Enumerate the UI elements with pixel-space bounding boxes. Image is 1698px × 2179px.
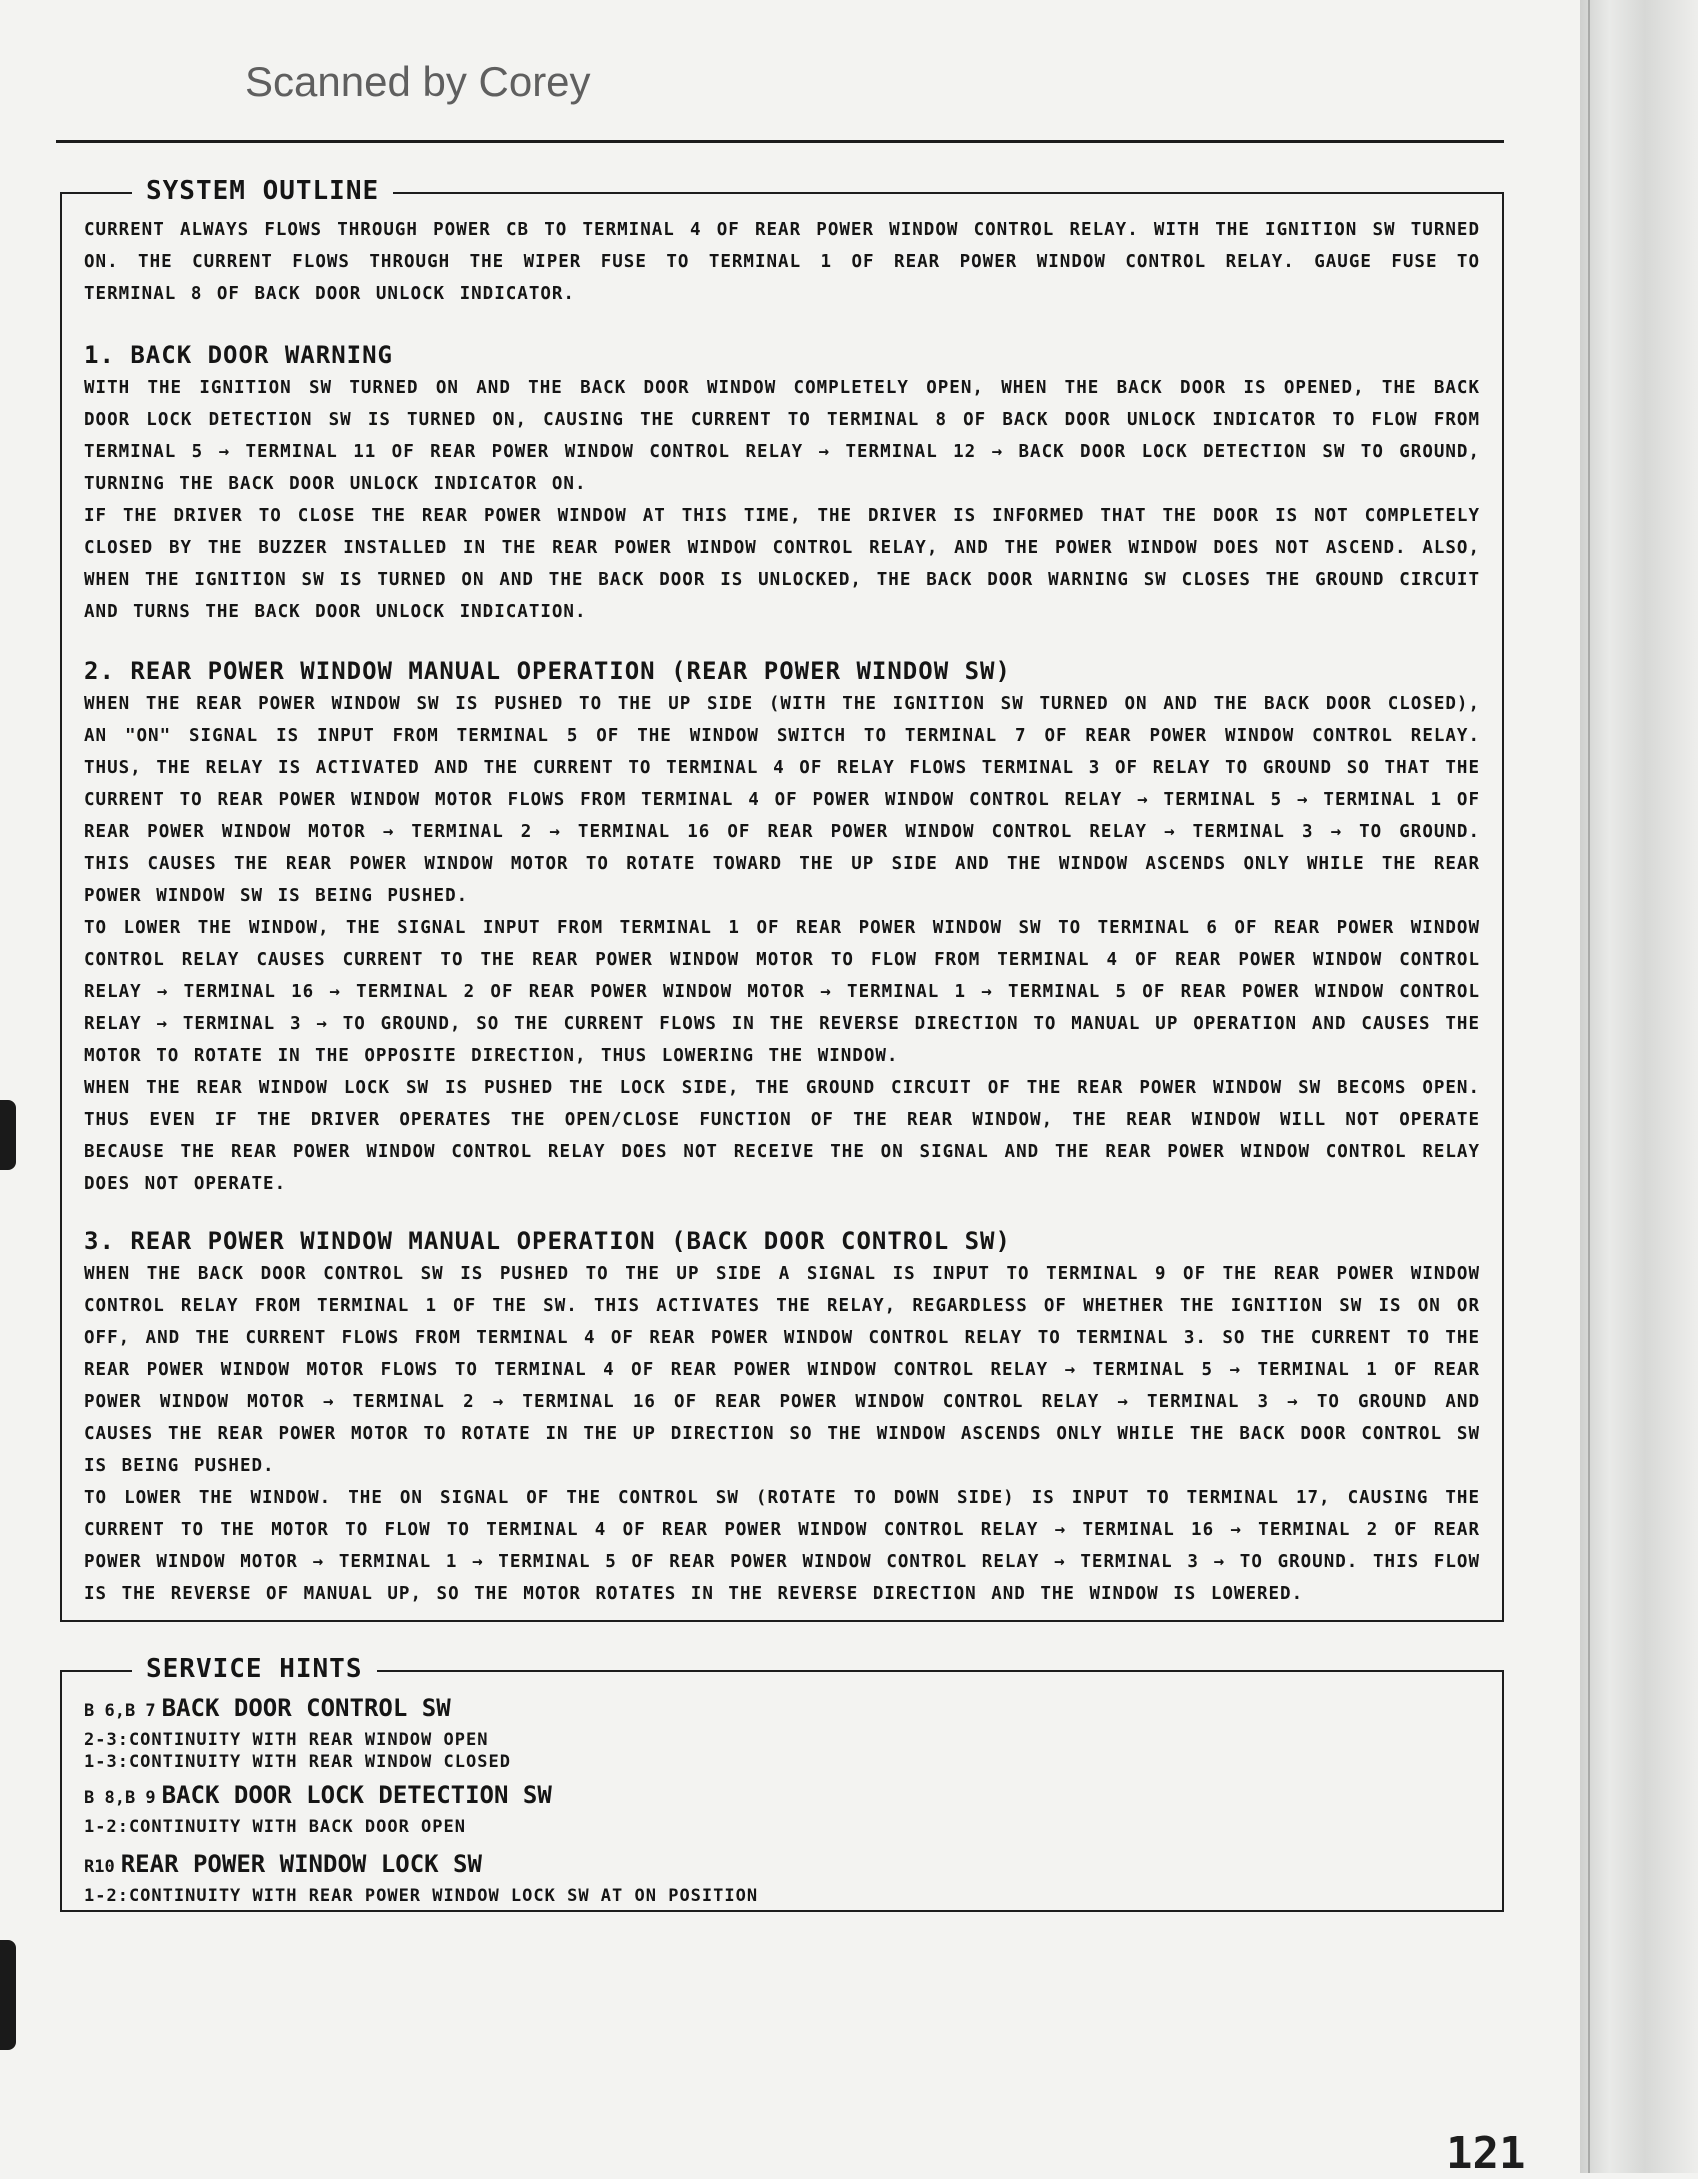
service-hints-title: SERVICE HINTS <box>132 1654 377 1684</box>
section-title: 2. REAR POWER WINDOW MANUAL OPERATION (REAR POWER WINDOW SW) <box>84 657 1011 685</box>
scanner-credit: Scanned by Corey <box>245 58 591 105</box>
section-paragraph: WHEN THE BACK DOOR CONTROL SW IS PUSHED TO THE UP SIDE A SIGNAL IS INPUT TO TERMINAL 9 OF THE REAR POWER WINDOW CONTROL RELAY FROM TERMINAL 1 OF THE SW. THIS ACTIVATES THE RELAY, REGARDLESS OF WHETHER THE IGNITION SW IS ON OR OFF, AND THE CURRENT FLOWS FROM TERMINAL 4 OF REAR POWER WINDOW CONTROL RELAY TO TERMINAL 3. SO THE CURRENT TO THE REAR POWER WINDOW MOTOR FLOWS TO TERMINAL 4 OF REAR POWER WINDOW CONTROL RELAY → TERMINAL 5 → TERMINAL 1 OF REAR POWER WINDOW MOTOR → TERMINAL 2 → TERMINAL 16 OF REAR POWER WINDOW CONTROL RELAY → TERMINAL 3 → TO GROUND AND CAUSES THE REAR POWER MOTOR TO ROTATE IN THE UP DIRECTION SO THE WINDOW ASCENDS ONLY WHILE THE BACK DOOR CONTROL SW IS BEING PUSHED. <box>84 1264 1480 1476</box>
hint-heading <box>84 1777 1480 1816</box>
section-paragraph: WITH THE IGNITION SW TURNED ON AND THE BACK DOOR WINDOW COMPLETELY OPEN, WHEN THE BACK DOOR IS OPENED, THE BACK DOOR LOCK DETECTION SW IS TURNED ON, CAUSING THE CURRENT TO TERMINAL 8 OF BACK DOOR UNLOCK INDICATOR TO FLOW FROM TERMINAL 5 → TERMINAL 11 OF REAR POWER WINDOW CONTROL RELAY → TERMINAL 12 → BACK DOOR LOCK DETECTION SW TO GROUND, TURNING THE BACK DOOR UNLOCK INDICATOR ON. <box>84 378 1480 494</box>
system-outline-title: SYSTEM OUTLINE <box>132 176 393 206</box>
page-edge-shadow <box>1580 0 1698 2173</box>
hint-line: 2-3:CONTINUITY WITH REAR WINDOW OPEN <box>84 1730 489 1750</box>
hint-name: REAR POWER WINDOW LOCK SW <box>120 1850 482 1878</box>
header-rule <box>56 140 1504 143</box>
hint-line: 1-2:CONTINUITY WITH REAR POWER WINDOW LOCK SW AT ON POSITION <box>84 1886 759 1906</box>
page-number: 121 <box>1446 2128 1526 2179</box>
section-paragraph: WHEN THE REAR WINDOW LOCK SW IS PUSHED THE LOCK SIDE, THE GROUND CIRCUIT OF THE REAR POWER WINDOW SW BECOMS OPEN. THUS EVEN IF THE DRIVER OPERATES THE OPEN/CLOSE FUNCTION OF THE REAR WINDOW, THE REAR WINDOW WILL NOT OPERATE BECAUSE THE REAR POWER WINDOW CONTROL RELAY DOES NOT RECEIVE THE ON SIGNAL AND THE REAR POWER WINDOW CONTROL RELAY DOES NOT OPERATE. <box>84 1078 1480 1194</box>
section-3 <box>84 1224 1480 1610</box>
section-title: 1. BACK DOOR WARNING <box>84 341 393 369</box>
section-paragraph: TO LOWER THE WINDOW, THE SIGNAL INPUT FROM TERMINAL 1 OF REAR POWER WINDOW SW TO TERMINAL 6 OF REAR POWER WINDOW CONTROL RELAY CAUSES CURRENT TO THE REAR POWER WINDOW MOTOR TO FLOW FROM TERMINAL 4 OF REAR POWER WINDOW CONTROL RELAY → TERMINAL 16 → TERMINAL 2 OF REAR POWER WINDOW MOTOR → TERMINAL 1 → TERMINAL 5 OF REAR POWER WINDOW CONTROL RELAY → TERMINAL 3 → TO GROUND, SO THE CURRENT FLOWS IN THE REVERSE DIRECTION TO MANUAL UP OPERATION AND CAUSES THE MOTOR TO ROTATE IN THE OPPOSITE DIRECTION, THUS LOWERING THE WINDOW. <box>84 918 1480 1066</box>
hint-code: B 6,B 7 <box>84 1701 156 1721</box>
service-hints-list <box>84 1690 1480 1907</box>
hint-name: BACK DOOR LOCK DETECTION SW <box>161 1781 552 1809</box>
section-paragraph: TO LOWER THE WINDOW. THE ON SIGNAL OF THE CONTROL SW (ROTATE TO DOWN SIDE) IS INPUT TO TERMINAL 17, CAUSING THE CURRENT TO THE MOTOR TO FLOW TO TERMINAL 4 OF REAR POWER WINDOW CONTROL RELAY → TERMINAL 16 → TERMINAL 2 OF REAR POWER WINDOW MOTOR → TERMINAL 1 → TERMINAL 5 OF REAR POWER WINDOW CONTROL RELAY → TERMINAL 3 → TO GROUND. THIS FLOW IS THE REVERSE OF MANUAL UP, SO THE MOTOR ROTATES IN THE REVERSE DIRECTION AND THE WINDOW IS LOWERED. <box>84 1488 1480 1604</box>
hint-line: 1-2:CONTINUITY WITH BACK DOOR OPEN <box>84 1817 466 1837</box>
section-paragraph: IF THE DRIVER TO CLOSE THE REAR POWER WINDOW AT THIS TIME, THE DRIVER IS INFORMED THAT THE DOOR IS NOT COMPLETELY CLOSED BY THE BUZZER INSTALLED IN THE REAR POWER WINDOW CONTROL RELAY, AND THE POWER WINDOW DOES NOT ASCEND. ALSO, WHEN THE IGNITION SW IS TURNED ON AND THE BACK DOOR IS UNLOCKED, THE BACK DOOR WARNING SW CLOSES THE GROUND CIRCUIT AND TURNS THE BACK DOOR UNLOCK INDICATION. <box>84 506 1480 622</box>
binding-mark <box>0 1100 16 1170</box>
system-outline-box <box>60 176 1504 1622</box>
section-1 <box>84 338 1480 628</box>
binding-mark <box>0 1940 16 2050</box>
page-edge-line <box>1588 0 1590 2173</box>
section-2 <box>84 654 1480 1200</box>
hint-code: B 8,B 9 <box>84 1788 156 1808</box>
section-title: 3. REAR POWER WINDOW MANUAL OPERATION (BACK DOOR CONTROL SW) <box>84 1227 1011 1255</box>
hint-name: BACK DOOR CONTROL SW <box>161 1694 451 1722</box>
system-outline-intro-block <box>84 214 1480 310</box>
hint-code: R10 <box>84 1857 115 1877</box>
system-outline-intro: CURRENT ALWAYS FLOWS THROUGH POWER CB TO TERMINAL 4 OF REAR POWER WINDOW CONTROL RELAY. WITH THE IGNITION SW TURNED ON. THE CURRENT FLOWS THROUGH THE WIPER FUSE TO TERMINAL 1 OF REAR POWER WINDOW CONTROL RELAY. GAUGE FUSE TO TERMINAL 8 OF BACK DOOR UNLOCK INDICATOR. <box>84 220 1480 304</box>
hint-heading <box>84 1690 1480 1729</box>
hint-line: 1-3:CONTINUITY WITH REAR WINDOW CLOSED <box>84 1752 511 1772</box>
service-hints-box <box>60 1654 1504 1912</box>
section-paragraph: WHEN THE REAR POWER WINDOW SW IS PUSHED TO THE UP SIDE (WITH THE IGNITION SW TURNED ON AND THE BACK DOOR CLOSED), AN "ON" SIGNAL IS INPUT FROM TERMINAL 5 OF THE WINDOW SWITCH TO TERMINAL 7 OF REAR POWER WINDOW CONTROL RELAY. THUS, THE RELAY IS ACTIVATED AND THE CURRENT TO TERMINAL 4 OF RELAY FLOWS TERMINAL 3 OF RELAY TO GROUND SO THAT THE CURRENT TO REAR POWER WINDOW MOTOR FLOWS FROM TERMINAL 4 OF POWER WINDOW CONTROL RELAY → TERMINAL 5 → TERMINAL 1 OF REAR POWER WINDOW MOTOR → TERMINAL 2 → TERMINAL 16 OF REAR POWER WINDOW CONTROL RELAY → TERMINAL 3 → TO GROUND. THIS CAUSES THE REAR POWER WINDOW MOTOR TO ROTATE TOWARD THE UP SIDE AND THE WINDOW ASCENDS ONLY WHILE THE REAR POWER WINDOW SW IS BEING PUSHED. <box>84 694 1480 906</box>
hint-heading <box>84 1846 1480 1885</box>
